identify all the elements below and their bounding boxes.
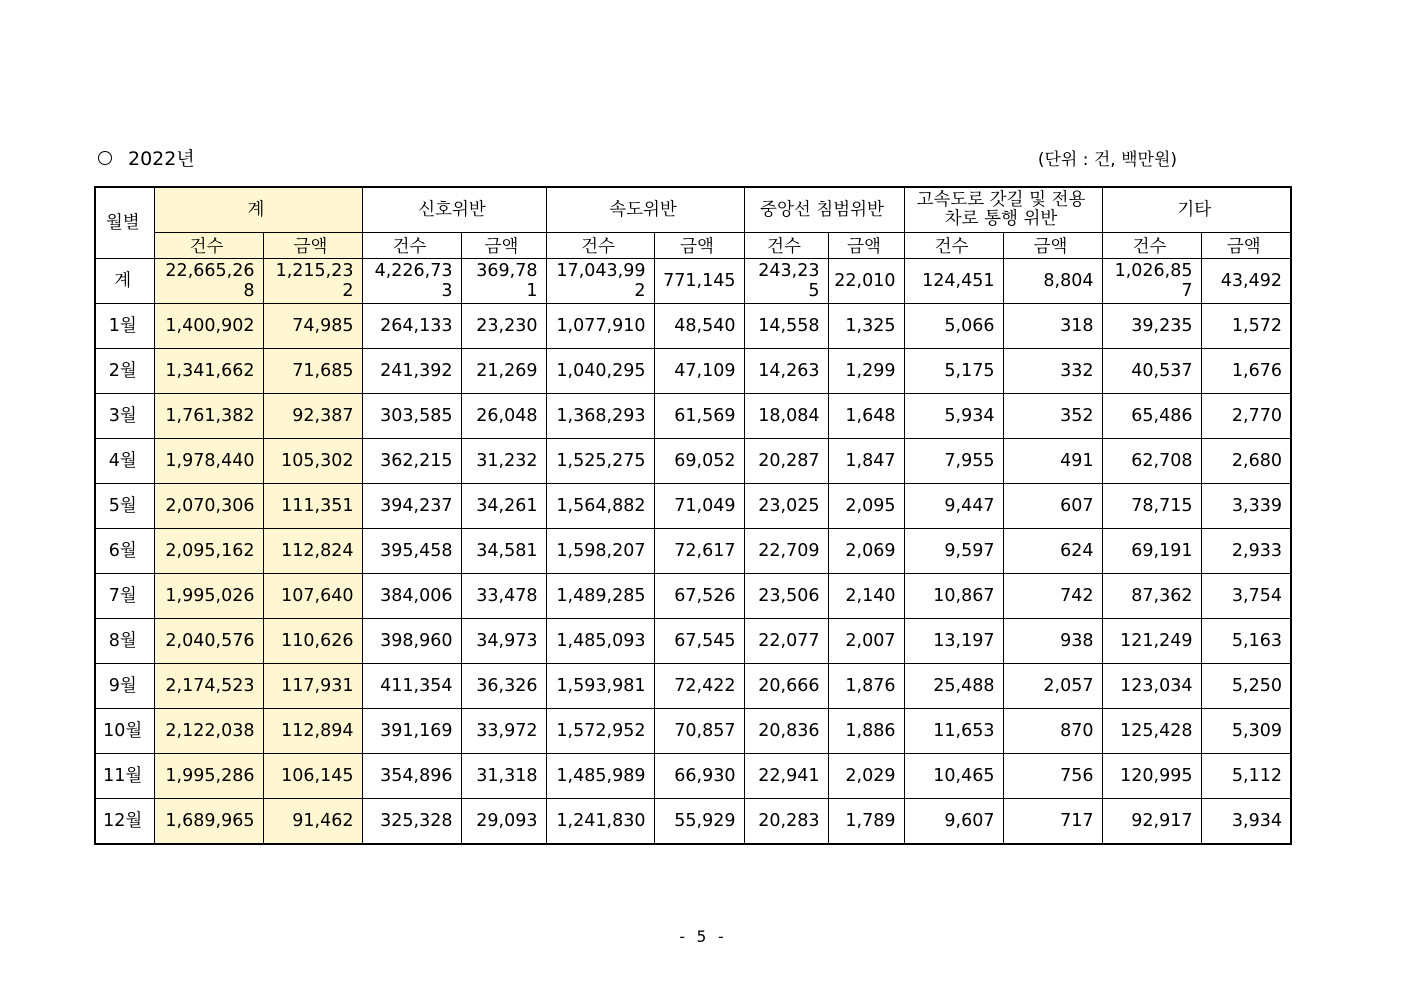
cell-centerline-amount: 2,095 — [828, 484, 904, 529]
cell-highway-amount: 717 — [1003, 799, 1102, 845]
cell-total-count: 1,995,026 — [154, 574, 263, 619]
sub-header-amount: 금액 — [461, 233, 546, 259]
cell-centerline-amount: 1,847 — [828, 439, 904, 484]
cell-total-amount: 111,351 — [263, 484, 362, 529]
row-label: 계 — [95, 259, 154, 304]
cell-speed-amount: 771,145 — [654, 259, 744, 304]
cell-signal-count: 354,896 — [362, 754, 461, 799]
cell-highway-amount: 332 — [1003, 349, 1102, 394]
cell-highway-amount: 607 — [1003, 484, 1102, 529]
cell-centerline-amount: 2,069 — [828, 529, 904, 574]
sub-header-count: 건수 — [744, 233, 828, 259]
cell-other-count: 65,486 — [1102, 394, 1201, 439]
cell-speed-amount: 71,049 — [654, 484, 744, 529]
cell-other-amount: 2,680 — [1201, 439, 1291, 484]
cell-other-amount: 2,933 — [1201, 529, 1291, 574]
cell-total-amount: 112,824 — [263, 529, 362, 574]
table-row — [95, 349, 1291, 394]
cell-signal-amount: 31,232 — [461, 439, 546, 484]
row-label: 1월 — [95, 304, 154, 349]
sub-header-amount: 금액 — [263, 233, 362, 259]
table-row — [95, 799, 1291, 845]
cell-centerline-amount: 1,886 — [828, 709, 904, 754]
sub-header-amount: 금액 — [1201, 233, 1291, 259]
cell-centerline-amount: 1,789 — [828, 799, 904, 845]
cell-speed-amount: 61,569 — [654, 394, 744, 439]
cell-signal-count: 4,226,733 — [362, 259, 461, 304]
cell-speed-amount: 47,109 — [654, 349, 744, 394]
page-number: - 5 - — [677, 927, 726, 946]
cell-signal-amount: 26,048 — [461, 394, 546, 439]
cell-centerline-count: 22,709 — [744, 529, 828, 574]
cell-centerline-count: 14,263 — [744, 349, 828, 394]
sub-header-count: 건수 — [362, 233, 461, 259]
group-header-row — [95, 187, 1291, 233]
cell-highway-count: 9,597 — [904, 529, 1003, 574]
cell-total-count: 1,978,440 — [154, 439, 263, 484]
cell-speed-amount: 55,929 — [654, 799, 744, 845]
cell-other-count: 39,235 — [1102, 304, 1201, 349]
group-header-highway: 고속도로 갓길 및 전용차로 통행 위반 — [904, 187, 1102, 233]
cell-other-count: 92,917 — [1102, 799, 1201, 845]
cell-highway-count: 7,955 — [904, 439, 1003, 484]
cell-highway-amount: 938 — [1003, 619, 1102, 664]
table-row — [95, 259, 1291, 304]
cell-signal-amount: 33,478 — [461, 574, 546, 619]
cell-highway-count: 9,447 — [904, 484, 1003, 529]
cell-speed-amount: 67,526 — [654, 574, 744, 619]
cell-signal-count: 394,237 — [362, 484, 461, 529]
cell-speed-count: 1,368,293 — [546, 394, 654, 439]
cell-total-amount: 110,626 — [263, 619, 362, 664]
cell-total-count: 1,761,382 — [154, 394, 263, 439]
cell-highway-count: 13,197 — [904, 619, 1003, 664]
cell-speed-amount: 72,422 — [654, 664, 744, 709]
cell-other-count: 40,537 — [1102, 349, 1201, 394]
table-row — [95, 304, 1291, 349]
table-row — [95, 619, 1291, 664]
cell-total-count: 2,095,162 — [154, 529, 263, 574]
cell-centerline-amount: 1,325 — [828, 304, 904, 349]
cell-other-amount: 1,676 — [1201, 349, 1291, 394]
table-row — [95, 529, 1291, 574]
group-header-total: 계 — [154, 187, 362, 233]
cell-other-count: 120,995 — [1102, 754, 1201, 799]
row-label: 4월 — [95, 439, 154, 484]
cell-other-amount: 5,309 — [1201, 709, 1291, 754]
cell-total-count: 1,689,965 — [154, 799, 263, 845]
cell-highway-amount: 870 — [1003, 709, 1102, 754]
sub-header-amount: 금액 — [828, 233, 904, 259]
cell-highway-amount: 8,804 — [1003, 259, 1102, 304]
cell-speed-count: 1,593,981 — [546, 664, 654, 709]
row-label: 10월 — [95, 709, 154, 754]
cell-speed-amount: 70,857 — [654, 709, 744, 754]
cell-signal-count: 241,392 — [362, 349, 461, 394]
cell-signal-amount: 34,973 — [461, 619, 546, 664]
sub-header-amount: 금액 — [1003, 233, 1102, 259]
cell-other-amount: 5,112 — [1201, 754, 1291, 799]
cell-speed-count: 1,525,275 — [546, 439, 654, 484]
cell-highway-count: 124,451 — [904, 259, 1003, 304]
cell-centerline-count: 22,941 — [744, 754, 828, 799]
row-label: 6월 — [95, 529, 154, 574]
cell-centerline-count: 23,025 — [744, 484, 828, 529]
cell-total-count: 1,341,662 — [154, 349, 263, 394]
cell-other-amount: 3,754 — [1201, 574, 1291, 619]
cell-highway-amount: 352 — [1003, 394, 1102, 439]
cell-centerline-amount: 1,648 — [828, 394, 904, 439]
row-label: 12월 — [95, 799, 154, 845]
cell-centerline-count: 243,235 — [744, 259, 828, 304]
cell-signal-count: 384,006 — [362, 574, 461, 619]
cell-total-amount: 1,215,232 — [263, 259, 362, 304]
cell-other-count: 69,191 — [1102, 529, 1201, 574]
cell-total-amount: 92,387 — [263, 394, 362, 439]
cell-other-count: 123,034 — [1102, 664, 1201, 709]
cell-total-count: 2,122,038 — [154, 709, 263, 754]
cell-other-count: 62,708 — [1102, 439, 1201, 484]
cell-signal-count: 398,960 — [362, 619, 461, 664]
cell-centerline-count: 22,077 — [744, 619, 828, 664]
table-row — [95, 574, 1291, 619]
cell-other-amount: 5,163 — [1201, 619, 1291, 664]
sub-header-count: 건수 — [546, 233, 654, 259]
cell-highway-amount: 318 — [1003, 304, 1102, 349]
row-label: 9월 — [95, 664, 154, 709]
cell-total-count: 1,995,286 — [154, 754, 263, 799]
cell-total-count: 1,400,902 — [154, 304, 263, 349]
cell-signal-amount: 369,781 — [461, 259, 546, 304]
group-header-signal: 신호위반 — [362, 187, 546, 233]
cell-highway-count: 10,867 — [904, 574, 1003, 619]
year-label: 2022년 — [128, 148, 195, 170]
table-row — [95, 754, 1291, 799]
cell-speed-amount: 72,617 — [654, 529, 744, 574]
cell-signal-count: 395,458 — [362, 529, 461, 574]
cell-other-count: 1,026,857 — [1102, 259, 1201, 304]
cell-signal-count: 362,215 — [362, 439, 461, 484]
row-label: 5월 — [95, 484, 154, 529]
sub-header-count: 건수 — [154, 233, 263, 259]
cell-highway-count: 5,066 — [904, 304, 1003, 349]
cell-other-amount: 3,934 — [1201, 799, 1291, 845]
sub-header-count: 건수 — [1102, 233, 1201, 259]
cell-centerline-count: 20,836 — [744, 709, 828, 754]
cell-other-amount: 3,339 — [1201, 484, 1291, 529]
cell-speed-count: 1,040,295 — [546, 349, 654, 394]
cell-centerline-count: 20,283 — [744, 799, 828, 845]
cell-centerline-amount: 2,029 — [828, 754, 904, 799]
sub-header-count: 건수 — [904, 233, 1003, 259]
cell-centerline-amount: 2,140 — [828, 574, 904, 619]
cell-signal-amount: 33,972 — [461, 709, 546, 754]
cell-speed-amount: 66,930 — [654, 754, 744, 799]
cell-total-count: 2,070,306 — [154, 484, 263, 529]
cell-signal-amount: 21,269 — [461, 349, 546, 394]
cell-highway-amount: 624 — [1003, 529, 1102, 574]
cell-highway-amount: 756 — [1003, 754, 1102, 799]
cell-speed-amount: 67,545 — [654, 619, 744, 664]
cell-other-amount: 5,250 — [1201, 664, 1291, 709]
row-label: 3월 — [95, 394, 154, 439]
sub-header-row — [95, 233, 1291, 259]
cell-total-amount: 71,685 — [263, 349, 362, 394]
table-row — [95, 439, 1291, 484]
cell-highway-amount: 2,057 — [1003, 664, 1102, 709]
row-label: 7월 — [95, 574, 154, 619]
cell-speed-count: 1,485,093 — [546, 619, 654, 664]
cell-centerline-count: 20,287 — [744, 439, 828, 484]
table-row — [95, 394, 1291, 439]
cell-highway-amount: 491 — [1003, 439, 1102, 484]
cell-speed-count: 17,043,992 — [546, 259, 654, 304]
cell-speed-count: 1,241,830 — [546, 799, 654, 845]
cell-signal-count: 391,169 — [362, 709, 461, 754]
cell-speed-count: 1,077,910 — [546, 304, 654, 349]
cell-speed-count: 1,572,952 — [546, 709, 654, 754]
cell-signal-amount: 31,318 — [461, 754, 546, 799]
cell-signal-count: 303,585 — [362, 394, 461, 439]
cell-total-amount: 117,931 — [263, 664, 362, 709]
cell-total-amount: 112,894 — [263, 709, 362, 754]
circle-bullet-icon — [98, 151, 112, 165]
cell-centerline-count: 18,084 — [744, 394, 828, 439]
cell-total-amount: 105,302 — [263, 439, 362, 484]
cell-other-count: 78,715 — [1102, 484, 1201, 529]
cell-other-count: 125,428 — [1102, 709, 1201, 754]
cell-total-amount: 74,985 — [263, 304, 362, 349]
cell-signal-amount: 23,230 — [461, 304, 546, 349]
cell-centerline-amount: 1,876 — [828, 664, 904, 709]
violation-stats-table — [94, 186, 1292, 845]
cell-other-count: 87,362 — [1102, 574, 1201, 619]
cell-signal-amount: 36,326 — [461, 664, 546, 709]
group-header-other: 기타 — [1102, 187, 1291, 233]
group-header-speed: 속도위반 — [546, 187, 744, 233]
cell-centerline-count: 23,506 — [744, 574, 828, 619]
cell-total-amount: 106,145 — [263, 754, 362, 799]
cell-highway-count: 5,934 — [904, 394, 1003, 439]
cell-highway-count: 5,175 — [904, 349, 1003, 394]
cell-centerline-count: 20,666 — [744, 664, 828, 709]
cell-other-amount: 1,572 — [1201, 304, 1291, 349]
cell-signal-amount: 29,093 — [461, 799, 546, 845]
cell-total-count: 2,040,576 — [154, 619, 263, 664]
cell-speed-count: 1,489,285 — [546, 574, 654, 619]
cell-centerline-amount: 2,007 — [828, 619, 904, 664]
row-label: 8월 — [95, 619, 154, 664]
cell-signal-count: 264,133 — [362, 304, 461, 349]
cell-total-amount: 91,462 — [263, 799, 362, 845]
row-label: 2월 — [95, 349, 154, 394]
cell-highway-count: 25,488 — [904, 664, 1003, 709]
sub-header-amount: 금액 — [654, 233, 744, 259]
cell-other-amount: 43,492 — [1201, 259, 1291, 304]
cell-signal-count: 325,328 — [362, 799, 461, 845]
cell-centerline-amount: 1,299 — [828, 349, 904, 394]
cell-other-amount: 2,770 — [1201, 394, 1291, 439]
month-column-header: 월별 — [95, 187, 154, 259]
cell-speed-amount: 69,052 — [654, 439, 744, 484]
unit-label: (단위 : 건, 백만원) — [1037, 150, 1177, 170]
cell-speed-count: 1,485,989 — [546, 754, 654, 799]
cell-highway-count: 9,607 — [904, 799, 1003, 845]
cell-total-amount: 107,640 — [263, 574, 362, 619]
cell-total-count: 2,174,523 — [154, 664, 263, 709]
cell-centerline-count: 14,558 — [744, 304, 828, 349]
cell-centerline-amount: 22,010 — [828, 259, 904, 304]
table-row — [95, 484, 1291, 529]
section-heading — [98, 144, 195, 171]
cell-other-count: 121,249 — [1102, 619, 1201, 664]
cell-signal-count: 411,354 — [362, 664, 461, 709]
cell-signal-amount: 34,581 — [461, 529, 546, 574]
group-header-centerline: 중앙선 침범위반 — [744, 187, 904, 233]
row-label: 11월 — [95, 754, 154, 799]
cell-speed-amount: 48,540 — [654, 304, 744, 349]
table-row — [95, 709, 1291, 754]
cell-total-count: 22,665,268 — [154, 259, 263, 304]
cell-highway-amount: 742 — [1003, 574, 1102, 619]
cell-speed-count: 1,564,882 — [546, 484, 654, 529]
cell-speed-count: 1,598,207 — [546, 529, 654, 574]
cell-highway-count: 10,465 — [904, 754, 1003, 799]
cell-highway-count: 11,653 — [904, 709, 1003, 754]
table-row — [95, 664, 1291, 709]
cell-signal-amount: 34,261 — [461, 484, 546, 529]
